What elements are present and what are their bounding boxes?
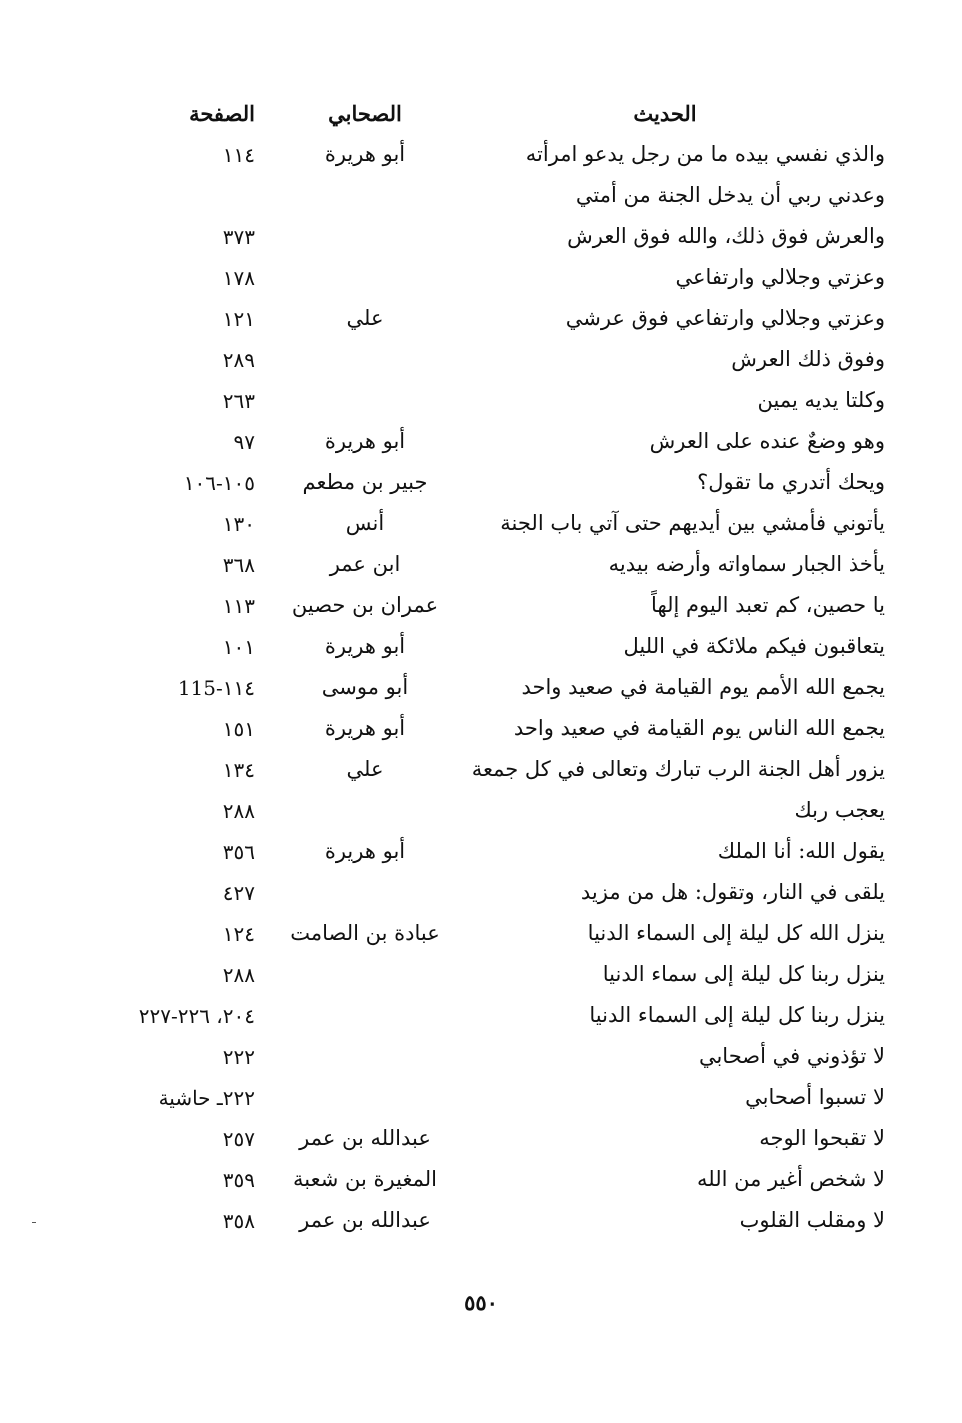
table-row: [100, 257, 885, 298]
page-reference: [100, 175, 255, 216]
sahabi-name: أبو موسى: [321, 675, 409, 699]
sahabi-name: علي: [346, 306, 384, 330]
hadith-text: وفوق ذلك العرش: [731, 347, 885, 371]
page-reference: ٣٥٦: [222, 839, 255, 864]
hadith-text: ينزل الله كل ليلة إلى السماء الدنيا: [587, 921, 885, 945]
hadith-text: يأخذ الجبار سماواته وأرضه بيديه: [608, 552, 885, 576]
table-row: [100, 954, 885, 995]
page-reference: ١٥١: [222, 716, 255, 741]
hadith-text: والذي نفسي بيده ما من رجل يدعو امرأته: [525, 142, 885, 166]
hadith-text: لا تؤذوني في أصحابي: [698, 1044, 885, 1068]
sahabi-name: أنس: [345, 511, 385, 535]
table-row: [100, 1159, 885, 1200]
page-reference: ١٠١: [222, 634, 255, 659]
table-row: [100, 749, 885, 790]
sahabi-name: [265, 257, 465, 298]
page-reference: ١٣٤: [222, 757, 255, 782]
sahabi-name: المغيرة بن شعبة: [293, 1167, 437, 1191]
table-row: [100, 216, 885, 257]
page-reference: ٢٦٣: [222, 388, 255, 413]
table-row: [100, 175, 885, 216]
table-row: [100, 667, 885, 708]
page-reference: ٢٠٤، ٢٢٦-٢٢٧: [138, 1003, 255, 1028]
table-row: [100, 708, 885, 749]
table-row: [100, 1200, 885, 1241]
hadith-text: لا تقبحوا الوجه: [759, 1126, 885, 1150]
sahabi-name: أبو هريرة: [324, 634, 406, 658]
page-reference: ٢٢٢: [222, 1044, 255, 1069]
column-header-sahabi: الصحابي: [328, 100, 402, 126]
sahabi-name: أبو هريرة: [324, 716, 406, 740]
table-row: [100, 831, 885, 872]
hadith-text: يجمع الله الأمم يوم القيامة في صعيد واحد: [521, 675, 885, 699]
table-row: [100, 913, 885, 954]
table-row: [100, 339, 885, 380]
page-reference: ٤٢٧: [222, 880, 255, 905]
column-header-page: الصفحة: [189, 100, 255, 126]
column-header-hadith: الحديث: [633, 100, 697, 126]
sahabi-name: [265, 790, 465, 831]
sahabi-name: [265, 995, 465, 1036]
page-reference: ٣٦٨: [222, 552, 255, 577]
table-row: [100, 298, 885, 339]
page-reference: ٣٥٨: [222, 1208, 255, 1233]
hadith-text: يقول الله: أنا الملك: [717, 839, 885, 863]
table-row: [100, 503, 885, 544]
hadith-text: وعدني ربي أن يدخل الجنة من أمتي: [575, 183, 885, 207]
sahabi-name: [265, 1077, 465, 1118]
table-row: [100, 421, 885, 462]
sahabi-name: عبدالله بن عمر: [299, 1126, 431, 1150]
hadith-text: يأتوني فأمشي بين أيديهم حتى آتي باب الجنة: [500, 511, 885, 535]
hadith-text: وكلتا يديه يمين: [757, 388, 885, 412]
page-reference: ١٠٥-١٠٦: [183, 470, 255, 495]
table-row: [100, 995, 885, 1036]
table-header: [100, 92, 885, 134]
page-reference: ٢٨٩: [222, 347, 255, 372]
sahabi-name: عبدالله بن عمر: [299, 1208, 431, 1232]
sahabi-name: [265, 380, 465, 421]
sahabi-name: أبو هريرة: [324, 839, 406, 863]
page-reference: ٢٨٨: [222, 798, 255, 823]
margin-mark: [32, 1222, 36, 1223]
hadith-text: ينزل ربنا كل ليلة إلى السماء الدنيا: [589, 1003, 885, 1027]
table-row: [100, 462, 885, 503]
sahabi-name: ابن عمر: [329, 552, 401, 576]
hadith-text: يا حصين، كم تعبد اليوم إلهاً: [651, 593, 885, 617]
page-reference: ٣٧٣: [222, 224, 255, 249]
page-reference: ٢٥٧: [222, 1126, 255, 1151]
hadith-text: والعرش فوق ذلك، والله فوق العرش: [567, 224, 885, 248]
page-reference: ١٣٠: [222, 511, 255, 536]
page-reference: ٢٢٢ـ حاشية: [158, 1085, 255, 1110]
hadith-text: يزور أهل الجنة الرب تبارك وتعالى في كل جمعة: [471, 757, 885, 781]
hadith-text: لا تسبوا أصحابي: [745, 1085, 885, 1109]
sahabi-name: علي: [346, 757, 384, 781]
table-row: [100, 585, 885, 626]
page-reference: ٢٨٨: [222, 962, 255, 987]
hadith-text: وعزتي وجلالي وارتفاعي: [675, 265, 885, 289]
sahabi-name: عمران بن حصين: [291, 593, 439, 617]
hadith-text: ويحك أتدري ما تقول؟: [697, 470, 885, 494]
sahabi-name: أبو هريرة: [324, 429, 406, 453]
hadith-text: يتعاقبون فيكم ملائكة في الليل: [623, 634, 885, 658]
table-row: [100, 1077, 885, 1118]
table-row: [100, 1118, 885, 1159]
page-reference: ١٧٨: [222, 265, 255, 290]
sahabi-name: جبير بن مطعم: [302, 470, 428, 494]
hadith-text: يلقى في النار، وتقول: هل من مزيد: [580, 880, 885, 904]
page-reference: ١١٣: [222, 593, 255, 618]
page-reference: ١١٤: [222, 142, 255, 167]
sahabi-name: عبادة بن الصامت: [290, 921, 440, 945]
hadith-text: وهو وضعٌ عنده على العرش: [649, 429, 885, 453]
sahabi-name: [265, 216, 465, 257]
sahabi-name: [265, 175, 465, 216]
sahabi-name: [265, 339, 465, 380]
page-reference: ١٢١: [222, 306, 255, 331]
sahabi-name: [265, 954, 465, 995]
table-row: [100, 872, 885, 913]
table-row: [100, 134, 885, 175]
page-reference: ٣٥٩: [222, 1167, 255, 1192]
hadith-text: ينزل ربنا كل ليلة إلى سماء الدنيا: [602, 962, 885, 986]
hadith-text: وعزتي وجلالي وارتفاعي فوق عرشي: [565, 306, 885, 330]
hadith-text: لا شخص أغير من الله: [697, 1167, 885, 1191]
table-body: [100, 134, 885, 1241]
sahabi-name: أبو هريرة: [324, 142, 406, 166]
hadith-text: لا ومقلب القلوب: [739, 1208, 885, 1232]
table-row: [100, 790, 885, 831]
sahabi-name: [265, 872, 465, 913]
page-reference: ١١٤-115: [177, 675, 255, 700]
table-row: [100, 626, 885, 667]
hadith-text: يعجب ربك: [794, 798, 885, 822]
hadith-index-table: [100, 92, 885, 1241]
table-row: [100, 544, 885, 585]
page-reference: ٩٧: [233, 429, 255, 454]
page-reference: ١٢٤: [222, 921, 255, 946]
sahabi-name: [265, 1036, 465, 1077]
table-row: [100, 380, 885, 421]
table-row: [100, 1036, 885, 1077]
page-number: ٥٥٠: [464, 1290, 498, 1315]
hadith-text: يجمع الله الناس يوم القيامة في صعيد واحد: [513, 716, 885, 740]
